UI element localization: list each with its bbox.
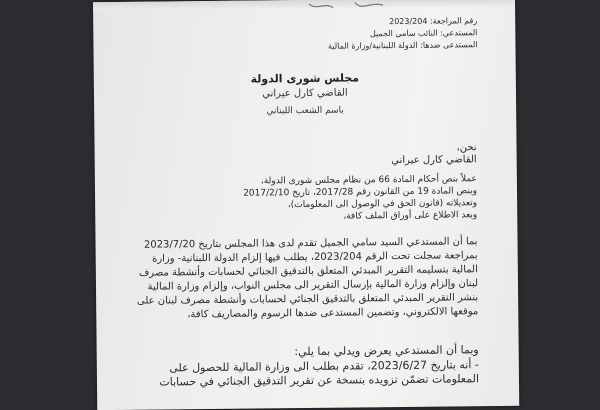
clause-line: وبنص المادة 19 من القانون رقم 2017/28، تاريخ 2017/2/10 <box>243 186 478 199</box>
paragraph-line: بما أن المستدعي السيد سامي الجميل تقدم لدى هذا المجلس بتاريخ 2023/7/20 <box>143 236 478 251</box>
clause-line: وبعد الاطلاع على أوراق الملف كافة، <box>343 210 478 222</box>
paragraph-line: بنشر التقرير المبدئي المتعلق بالتدقيق الجنائي لحسابات وأنشطة مصرف لبنان على <box>136 292 479 307</box>
defendant-line: المستدعى ضدها: الدولة اللبنانية/وزارة المالية <box>327 40 478 51</box>
plaintiff-line: المستدعي: النائب سامي الجميل <box>369 28 478 39</box>
clause-line: وتعديلاته (قانون الحق في الوصول الى المعلومات)، <box>287 198 478 211</box>
request-intro: وبما أن المستدعي يعرض ويدلي بما يلي: <box>294 343 479 359</box>
court-title: مجلس شورى الدولة <box>250 71 360 86</box>
clause-line: عملاً بنص أحكام المادة 66 من نظام مجلس شورى الدولة، <box>260 174 477 187</box>
bullet-line: - أنه بتاريخ 2023/6/27، تقدم بطلب الى وزارة المالية للحصول على <box>169 358 479 375</box>
judge-name: القاضي كارل عيراني <box>262 87 348 100</box>
handwritten-scribble <box>303 0 393 14</box>
we-judge-line: القاضي كارل عيراني <box>391 154 477 167</box>
paragraph-line: موقعها الالكتروني، وتضمين المستدعى ضدها الرسوم والمصاريف كافة، <box>187 306 479 321</box>
bullet-line: المعلومات تضمّن تزويده بنسخة عن تقرير التدقيق الجنائي في حسابات <box>159 372 480 389</box>
reference-number: رقم المراجعة: 2023/204 <box>389 16 478 27</box>
paragraph-line: المالية بتسليمه التقرير المبدئي المتعلق بالتدقيق الجنائي لحسابات وأنشطة مصرف <box>138 264 478 279</box>
in-name-of-people: باسم الشعب اللبناني <box>266 105 344 117</box>
paragraph-line: لبنان وإلزام وزارة المالية بإرسال التقرير الى مجلس النواب، وإلزام وزارة المالية <box>147 278 479 293</box>
paragraph-line: بمراجعة سجلت تحت الرقم 2023/204، يطلب فيها إلزام الدولة اللبنانية- وزارة <box>151 250 478 265</box>
we-line: نحن، <box>456 142 477 154</box>
document-page <box>93 0 519 410</box>
